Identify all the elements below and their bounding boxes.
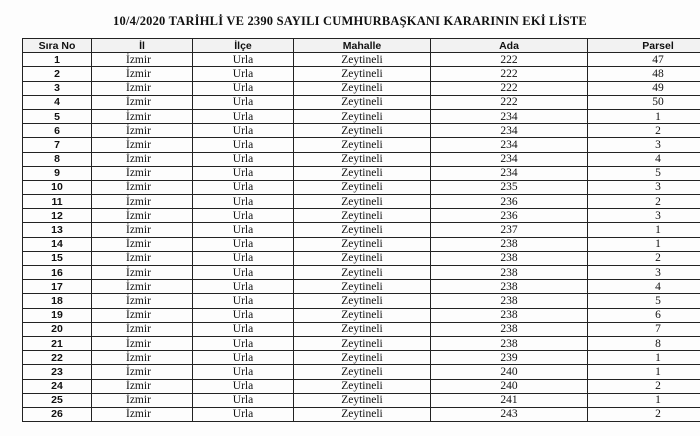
table-row (23, 379, 700, 393)
cell-il: İzmir (92, 308, 193, 322)
cell-ilce: Urla (193, 53, 294, 67)
table-row (23, 95, 700, 109)
cell-il: İzmir (92, 180, 193, 194)
cell-ada: 234 (431, 166, 588, 180)
table-row (23, 266, 700, 280)
cell-mahalle: Zeytineli (294, 294, 431, 308)
cell-parsel: 4 (588, 152, 700, 166)
cell-parsel: 2 (588, 407, 700, 421)
header-ilce: İlçe (193, 39, 294, 53)
table-row (23, 166, 700, 180)
cell-ada: 238 (431, 266, 588, 280)
cell-parsel: 4 (588, 280, 700, 294)
cell-sira-no: 5 (23, 109, 92, 123)
cell-mahalle: Zeytineli (294, 138, 431, 152)
cell-ada: 238 (431, 237, 588, 251)
cell-ilce: Urla (193, 195, 294, 209)
cell-il: İzmir (92, 237, 193, 251)
cell-il: İzmir (92, 294, 193, 308)
cell-ilce: Urla (193, 308, 294, 322)
cell-sira-no: 25 (23, 393, 92, 407)
table-row (23, 322, 700, 336)
cell-il: İzmir (92, 166, 193, 180)
table-row (23, 138, 700, 152)
cell-il: İzmir (92, 195, 193, 209)
cell-mahalle: Zeytineli (294, 223, 431, 237)
cell-il: İzmir (92, 407, 193, 421)
parcel-table (22, 38, 700, 422)
cell-parsel: 2 (588, 251, 700, 265)
cell-ilce: Urla (193, 223, 294, 237)
cell-ilce: Urla (193, 365, 294, 379)
cell-ilce: Urla (193, 407, 294, 421)
cell-ilce: Urla (193, 266, 294, 280)
cell-mahalle: Zeytineli (294, 67, 431, 81)
cell-ada: 222 (431, 67, 588, 81)
cell-ilce: Urla (193, 393, 294, 407)
cell-sira-no: 18 (23, 294, 92, 308)
cell-ada: 234 (431, 124, 588, 138)
cell-mahalle: Zeytineli (294, 251, 431, 265)
cell-mahalle: Zeytineli (294, 365, 431, 379)
cell-parsel: 1 (588, 109, 700, 123)
cell-parsel: 50 (588, 95, 700, 109)
table-row (23, 152, 700, 166)
cell-parsel: 3 (588, 266, 700, 280)
cell-ada: 240 (431, 365, 588, 379)
cell-il: İzmir (92, 393, 193, 407)
cell-ilce: Urla (193, 280, 294, 294)
header-sira-no: Sıra No (23, 39, 92, 53)
cell-ilce: Urla (193, 166, 294, 180)
cell-sira-no: 21 (23, 336, 92, 350)
cell-il: İzmir (92, 138, 193, 152)
cell-mahalle: Zeytineli (294, 280, 431, 294)
cell-mahalle: Zeytineli (294, 266, 431, 280)
header-ada: Ada (431, 39, 588, 53)
cell-parsel: 2 (588, 124, 700, 138)
cell-mahalle: Zeytineli (294, 81, 431, 95)
cell-ada: 235 (431, 180, 588, 194)
cell-il: İzmir (92, 67, 193, 81)
cell-ilce: Urla (193, 81, 294, 95)
cell-ada: 222 (431, 95, 588, 109)
cell-ilce: Urla (193, 152, 294, 166)
cell-sira-no: 13 (23, 223, 92, 237)
cell-ada: 238 (431, 308, 588, 322)
cell-parsel: 3 (588, 209, 700, 223)
cell-ada: 236 (431, 195, 588, 209)
cell-sira-no: 26 (23, 407, 92, 421)
cell-ilce: Urla (193, 109, 294, 123)
cell-ilce: Urla (193, 180, 294, 194)
table-row (23, 294, 700, 308)
table-row (23, 365, 700, 379)
table-row (23, 308, 700, 322)
cell-mahalle: Zeytineli (294, 195, 431, 209)
cell-mahalle: Zeytineli (294, 109, 431, 123)
cell-mahalle: Zeytineli (294, 351, 431, 365)
cell-parsel: 3 (588, 138, 700, 152)
table-row (23, 209, 700, 223)
table-row (23, 351, 700, 365)
cell-sira-no: 15 (23, 251, 92, 265)
cell-il: İzmir (92, 209, 193, 223)
cell-il: İzmir (92, 365, 193, 379)
cell-sira-no: 7 (23, 138, 92, 152)
cell-ilce: Urla (193, 95, 294, 109)
table-row (23, 407, 700, 421)
table-row (23, 251, 700, 265)
cell-mahalle: Zeytineli (294, 393, 431, 407)
cell-sira-no: 9 (23, 166, 92, 180)
cell-sira-no: 3 (23, 81, 92, 95)
cell-ilce: Urla (193, 67, 294, 81)
cell-ada: 222 (431, 81, 588, 95)
cell-sira-no: 14 (23, 237, 92, 251)
cell-ada: 222 (431, 53, 588, 67)
cell-parsel: 1 (588, 223, 700, 237)
cell-ilce: Urla (193, 294, 294, 308)
table-row (23, 393, 700, 407)
cell-ada: 238 (431, 322, 588, 336)
cell-il: İzmir (92, 280, 193, 294)
cell-ilce: Urla (193, 209, 294, 223)
cell-parsel: 3 (588, 180, 700, 194)
cell-mahalle: Zeytineli (294, 336, 431, 350)
cell-ada: 234 (431, 152, 588, 166)
page-title: 10/4/2020 TARİHLİ VE 2390 SAYILI CUMHURBAŞKANI KARARININ EKİ LİSTE (113, 14, 587, 28)
cell-il: İzmir (92, 152, 193, 166)
table-row (23, 336, 700, 350)
cell-ada: 236 (431, 209, 588, 223)
cell-sira-no: 6 (23, 124, 92, 138)
cell-il: İzmir (92, 95, 193, 109)
cell-mahalle: Zeytineli (294, 379, 431, 393)
table-row (23, 53, 700, 67)
cell-il: İzmir (92, 322, 193, 336)
cell-sira-no: 17 (23, 280, 92, 294)
cell-ilce: Urla (193, 379, 294, 393)
cell-il: İzmir (92, 379, 193, 393)
header-parsel: Parsel (588, 39, 700, 53)
table-header-row (23, 39, 700, 53)
cell-ilce: Urla (193, 336, 294, 350)
cell-sira-no: 22 (23, 351, 92, 365)
cell-sira-no: 2 (23, 67, 92, 81)
cell-il: İzmir (92, 53, 193, 67)
cell-ada: 237 (431, 223, 588, 237)
cell-ada: 234 (431, 138, 588, 152)
cell-il: İzmir (92, 251, 193, 265)
cell-parsel: 1 (588, 237, 700, 251)
cell-ilce: Urla (193, 351, 294, 365)
cell-il: İzmir (92, 109, 193, 123)
cell-mahalle: Zeytineli (294, 407, 431, 421)
cell-mahalle: Zeytineli (294, 152, 431, 166)
cell-ada: 243 (431, 407, 588, 421)
cell-ada: 234 (431, 109, 588, 123)
cell-mahalle: Zeytineli (294, 53, 431, 67)
cell-ada: 238 (431, 280, 588, 294)
cell-il: İzmir (92, 336, 193, 350)
cell-ada: 241 (431, 393, 588, 407)
table-row (23, 180, 700, 194)
cell-ada: 239 (431, 351, 588, 365)
cell-il: İzmir (92, 81, 193, 95)
cell-parsel: 6 (588, 308, 700, 322)
cell-parsel: 1 (588, 351, 700, 365)
cell-parsel: 47 (588, 53, 700, 67)
cell-ilce: Urla (193, 251, 294, 265)
cell-parsel: 1 (588, 393, 700, 407)
cell-ilce: Urla (193, 124, 294, 138)
cell-il: İzmir (92, 223, 193, 237)
cell-sira-no: 1 (23, 53, 92, 67)
cell-sira-no: 23 (23, 365, 92, 379)
cell-parsel: 7 (588, 322, 700, 336)
cell-ilce: Urla (193, 138, 294, 152)
cell-sira-no: 8 (23, 152, 92, 166)
cell-mahalle: Zeytineli (294, 180, 431, 194)
cell-il: İzmir (92, 351, 193, 365)
cell-il: İzmir (92, 266, 193, 280)
cell-parsel: 49 (588, 81, 700, 95)
cell-sira-no: 16 (23, 266, 92, 280)
cell-parsel: 2 (588, 379, 700, 393)
table-row (23, 237, 700, 251)
cell-sira-no: 19 (23, 308, 92, 322)
cell-mahalle: Zeytineli (294, 308, 431, 322)
cell-sira-no: 10 (23, 180, 92, 194)
cell-ada: 240 (431, 379, 588, 393)
table-row (23, 195, 700, 209)
table-row (23, 81, 700, 95)
table-row (23, 109, 700, 123)
cell-ilce: Urla (193, 237, 294, 251)
cell-parsel: 5 (588, 294, 700, 308)
header-mahalle: Mahalle (294, 39, 431, 53)
cell-parsel: 8 (588, 336, 700, 350)
cell-ada: 238 (431, 336, 588, 350)
cell-mahalle: Zeytineli (294, 237, 431, 251)
cell-sira-no: 20 (23, 322, 92, 336)
cell-mahalle: Zeytineli (294, 166, 431, 180)
cell-sira-no: 12 (23, 209, 92, 223)
header-il: İl (92, 39, 193, 53)
cell-mahalle: Zeytineli (294, 95, 431, 109)
table-row (23, 280, 700, 294)
cell-parsel: 48 (588, 67, 700, 81)
table-row (23, 223, 700, 237)
cell-mahalle: Zeytineli (294, 124, 431, 138)
cell-ada: 238 (431, 294, 588, 308)
cell-il: İzmir (92, 124, 193, 138)
cell-mahalle: Zeytineli (294, 209, 431, 223)
cell-sira-no: 24 (23, 379, 92, 393)
cell-sira-no: 4 (23, 95, 92, 109)
cell-parsel: 2 (588, 195, 700, 209)
cell-sira-no: 11 (23, 195, 92, 209)
cell-parsel: 5 (588, 166, 700, 180)
cell-mahalle: Zeytineli (294, 322, 431, 336)
cell-ilce: Urla (193, 322, 294, 336)
cell-parsel: 1 (588, 365, 700, 379)
cell-ada: 238 (431, 251, 588, 265)
table-row (23, 124, 700, 138)
table-row (23, 67, 700, 81)
